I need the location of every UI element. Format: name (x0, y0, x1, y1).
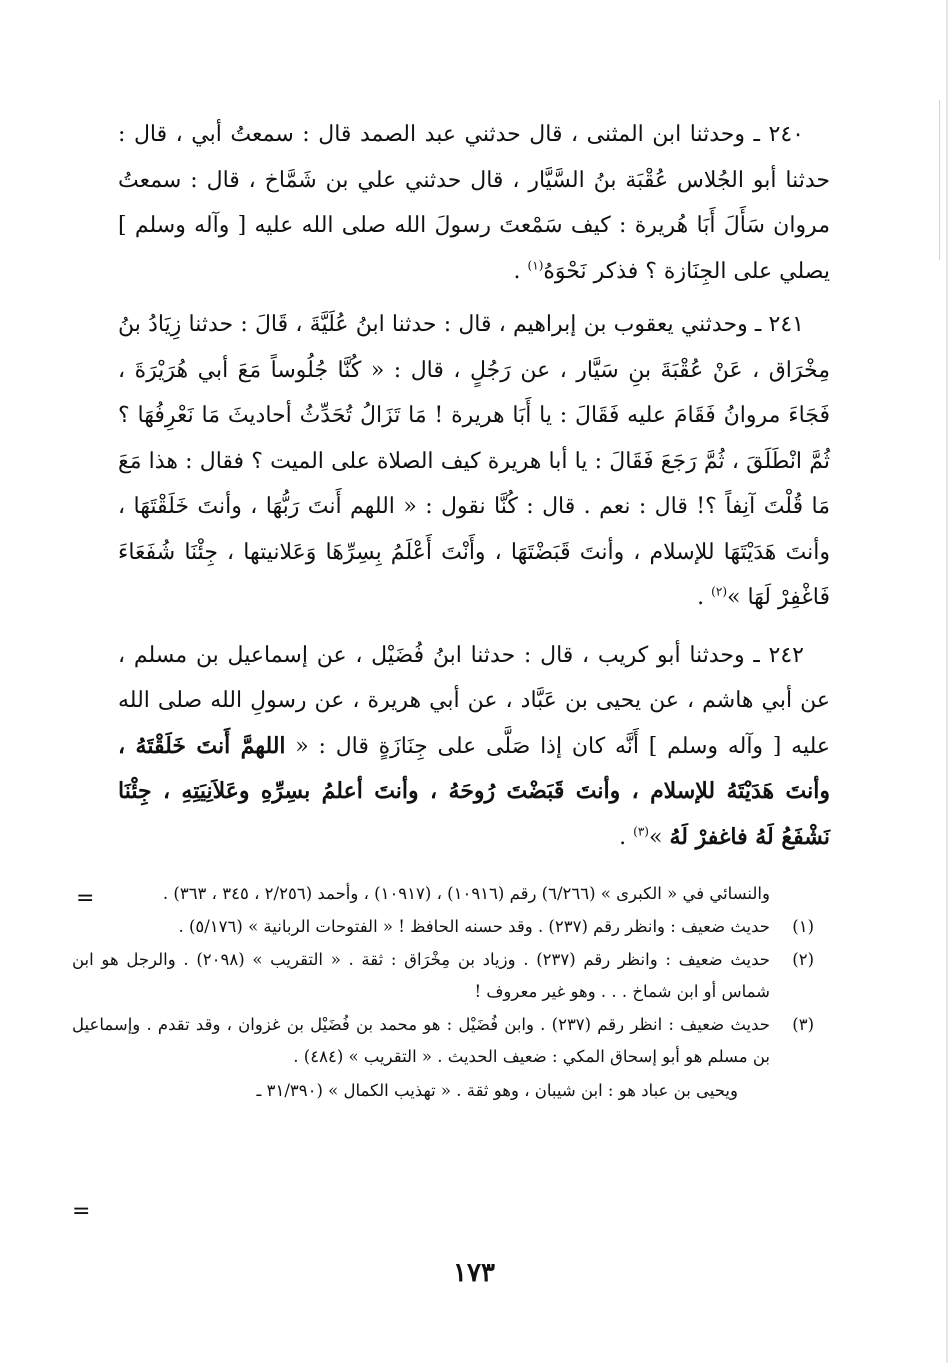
footnote-3-number: (٣) (792, 1015, 814, 1034)
hadith-241 (118, 302, 830, 621)
footnotes (72, 878, 814, 1108)
footnote-ref-3: (٣) (633, 824, 649, 839)
footnote-ref-2: (٢) (711, 584, 727, 599)
footnote-2-number: (٢) (792, 950, 814, 969)
hadith-242-text: ٢٤٢ ـ وحدثنا أبو كريب ، قال : حدثنا ابنُ فُضَيْل ، عن إسماعيل بن مسلم ، عن أبي هاشم ، عن يحيى بن عَبَّاد ، عن أبي هريرة ، عن رسولِ الله صلى الله عليه [ وآله وسلم ] أَنَّه كان إذا صَلَّى على جِنَازَةٍ قال : « (118, 642, 830, 759)
footnote-continuation (72, 878, 814, 910)
scan-edge-mark (939, 100, 940, 260)
hadith-241-text: ٢٤١ ـ وحدثني يعقوب بن إبراهيم ، قال : حدثنا ابنُ عُلَيَّةَ ، قَالَ : حدثنا زِيَادُ بنُ مِخْرَاق ، عَنْ عُقْبَةَ بنِ سَيَّار ، عن رَجُلٍ ، قال : « كُنَّا جُلُوساً مَعَ أبي هُرَيْرَةَ ، فَجَاءَ مروانُ فَقَامَ عليه فَقَالَ : يا أَبَا هريرة ! مَا تَزَالُ تُحَدِّثُ أحاديثَ مَا نَعْرِفُهَا ؟ ثُمَّ انْطَلَقَ ، ثُمَّ رَجَعَ فَقَالَ : يا أبا هريرة كيف الصلاة على الميت ؟ فقال : هذا مَعَ مَا قُلْتَ آنِفاً ؟! قال : نعم . قال : كُنَّا نقول : « اللهم أَنتَ رَبُّهَا ، وأنتَ خَلَقْتَهَا ، وأنتَ هَدَيْتَهَا للإسلام ، وأنتَ قَبَضْتَهَا ، وأَنْتَ أَعْلَمُ بِسِرِّهَا وَعَلانيتها ، جِئْنَا شُفَعَاءَ فَاغْفِرْ لَهَا » (118, 312, 830, 610)
hadith-242-end: . (619, 824, 634, 850)
hadith-240-text: ٢٤٠ ـ وحدثنا ابن المثنى ، قال حدثني عبد الصمد قال : سمعتُ أبي ، قال : حدثنا أبو الجُلاس عُقْبَة بنُ السَّيَّار ، قال حدثني علي بن شَمَّاخ ، قال : سمعتُ مروان سَأَلَ أَبَا هُريرة : كيف سَمْعتَ رسولَ الله صلى الله عليه [ وآله وسلم ] يصلي على الجِنَازة ؟ فذكر نَحْوَهُ (118, 122, 830, 284)
footnote-continuation-text: والنسائي في « الكبرى » (٦/٢٦٦) رقم (١٠٩١٦) ، (١٠٩١٧) ، وأحمد (٢/٢٥٦ ، ٣٤٥ ، ٣٦٣) . (162, 884, 770, 903)
page-number: ١٧٣ (453, 1258, 495, 1288)
trailing-marker: = (72, 1199, 91, 1224)
footnote-1-number: (١) (792, 917, 814, 936)
footnote-3-text: حديث ضعيف : انظر رقم (٢٣٧) . وابن فُضَيْل : هو محمد بن فُضَيْل بن غزوان ، وقد تقدم . وإسماعيل بن مسلم هو أبو إسحاق المكي : ضعيف الحديث . « التقريب » (٤٨٤) . (72, 1015, 771, 1066)
hadith-241-end: . (697, 585, 712, 610)
footnote-2-text: حديث ضعيف : وانظر رقم (٢٣٧) . وزياد بن مِخْرَاق : ثقة . « التقريب » (٢٠٩٨) . والرجل هو ابن شماس أو ابن شماخ . . . وهو غير معروف ! (72, 950, 770, 1001)
footnote-3 (72, 1009, 814, 1073)
footnote-trailing-text: ويحيى بن عباد هو : ابن شيبان ، وهو ثقة . « تهذيب الكمال » (٣١/٣٩٠ ـ (256, 1081, 738, 1100)
hadith-242-dua: اللهمَّ أَنتَ خَلَقْتَهُ ، وأنتَ هَدَيْتَهُ للإسلام ، وأنتَ قَبَضْتَ رُوحَهُ ، وأنتَ أعلمُ بسِرِّهِ وعَلاَنِيَتِهِ ، جِئْنَا نَشْفَعُ لَهُ فاغفرْ لَهُ (118, 732, 830, 850)
footnote-2 (72, 944, 814, 1008)
footnote-trailing (72, 1075, 814, 1107)
hadith-240 (118, 112, 830, 294)
continuation-marker: = (76, 886, 95, 911)
footnote-1 (72, 911, 814, 943)
hadith-242-close: » (648, 824, 670, 850)
hadith-242 (118, 633, 830, 861)
footnote-ref-1: (١) (527, 258, 544, 273)
main-text (118, 112, 830, 868)
hadith-240-end: . (513, 258, 528, 284)
footnote-1-text: حديث ضعيف : وانظر رقم (٢٣٧) . وقد حسنه الحافظ ! « الفتوحات الربانية » (٥/١٧٦) . (178, 917, 770, 936)
